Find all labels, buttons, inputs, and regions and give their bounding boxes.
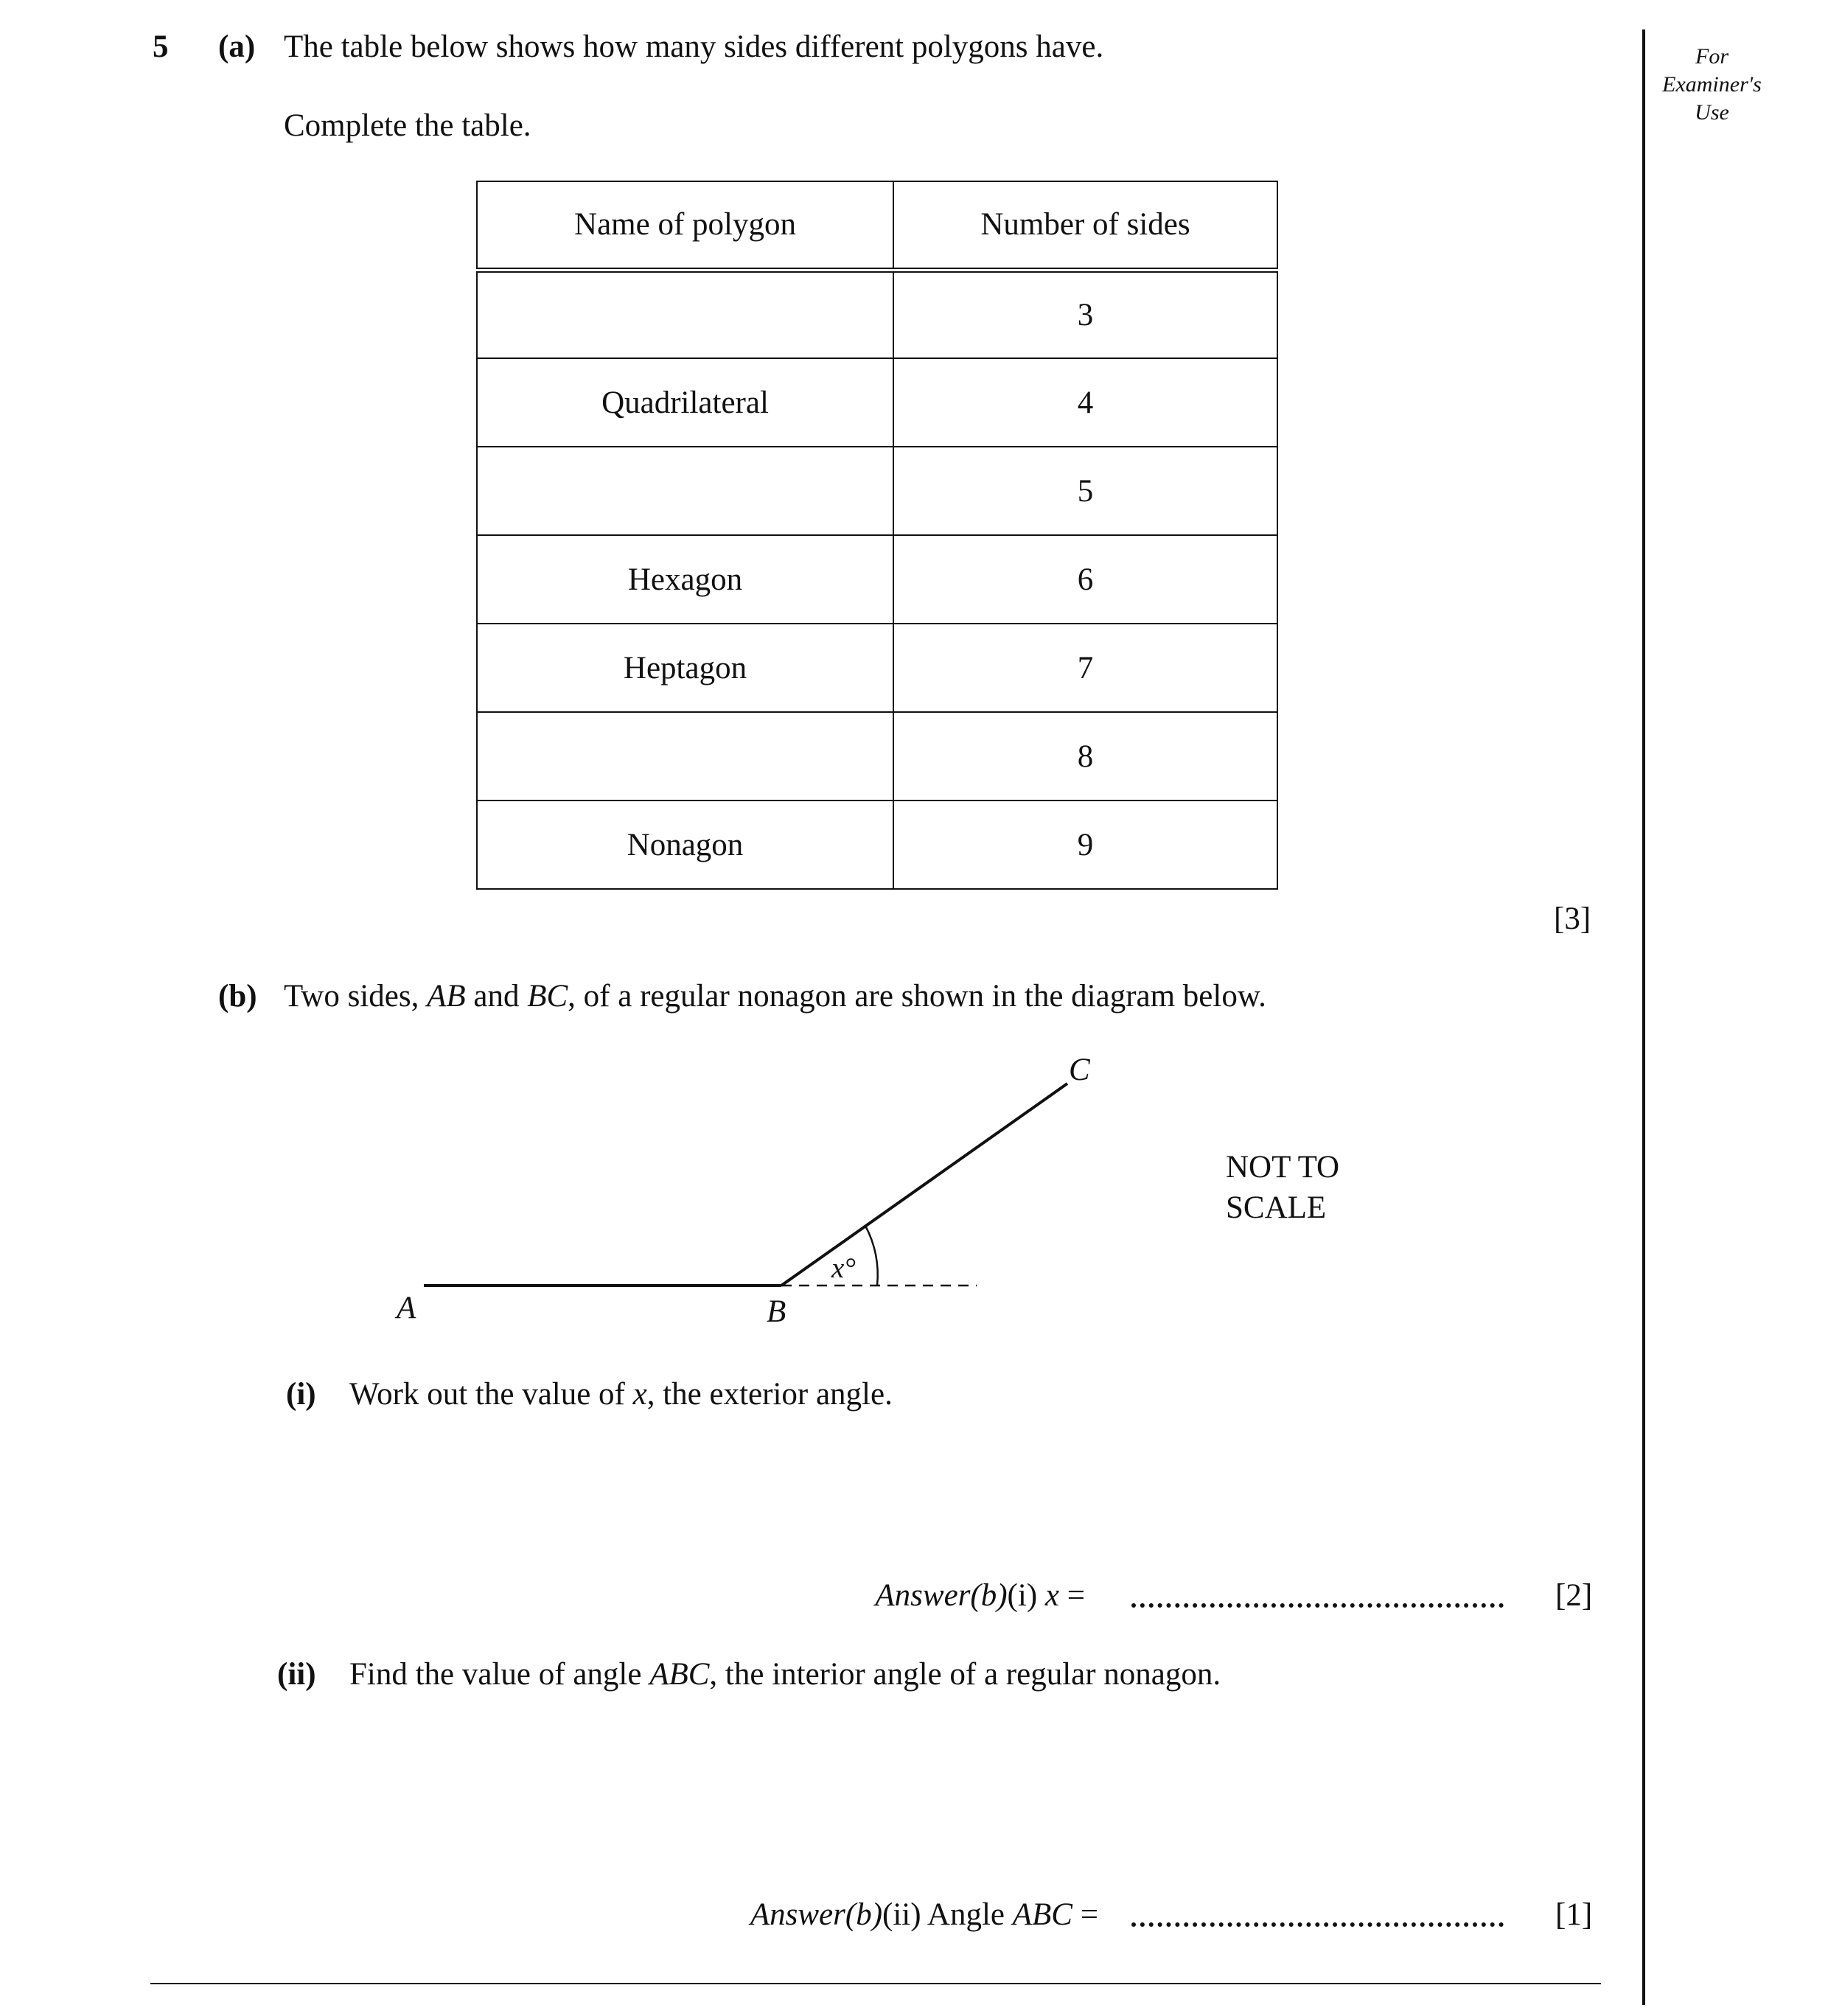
polygon-name-cell: Hexagon <box>477 535 893 624</box>
sides-cell: 9 <box>893 801 1277 889</box>
polygon-name-cell: Nonagon <box>477 801 893 889</box>
examiner-use-line-1: For <box>1695 44 1728 69</box>
answer-b-i-eq: = <box>1058 1578 1085 1613</box>
sub-i-text-1: Work out the value of <box>349 1377 633 1412</box>
answer-b-ii-suffix: (ii) Angle <box>882 1897 1013 1932</box>
sub-i-text-2: , the exterior angle. <box>646 1377 893 1412</box>
question-number: 5 <box>153 29 169 64</box>
sides-cell: 4 <box>893 358 1277 447</box>
not-to-scale-line-1: NOT TO <box>1226 1150 1340 1185</box>
sub-i-x: x <box>632 1377 647 1412</box>
part-b-label: (b) <box>218 979 257 1014</box>
not-to-scale-line-2: SCALE <box>1226 1190 1327 1225</box>
sides-cell: 5 <box>893 447 1277 535</box>
answer-b-ii-eq: = <box>1072 1897 1098 1932</box>
side-bc-line <box>781 1084 1067 1286</box>
part-a-label: (a) <box>218 29 256 64</box>
side-ab-label: AB <box>427 979 466 1014</box>
sub-ii-label: (ii) <box>277 1657 316 1692</box>
sub-i-text <box>349 1378 893 1410</box>
answer-b-i-label <box>875 1580 1085 1611</box>
polygon-name-cell: Heptagon <box>477 624 893 712</box>
answer-b-i-prefix: Answer(b) <box>875 1578 1008 1613</box>
examiner-use-line-3: Use <box>1695 100 1729 125</box>
sides-cell: 3 <box>893 270 1277 358</box>
point-b-label: B <box>767 1294 786 1329</box>
examiner-use-line-2: Examiner's <box>1662 72 1762 97</box>
answer-b-ii-prefix: Answer(b) <box>750 1897 883 1932</box>
sides-cell: 8 <box>893 712 1277 801</box>
sides-cell: 6 <box>893 535 1277 624</box>
sub-ii-text-2: , the interior angle of a regular nonagon. <box>709 1657 1221 1692</box>
exterior-angle-arc <box>865 1226 878 1286</box>
sub-ii-abc: ABC <box>649 1657 710 1692</box>
sub-i-label: (i) <box>286 1377 316 1412</box>
answer-b-i-var: x <box>1044 1578 1059 1613</box>
header-name-of-polygon: Name of polygon <box>477 181 893 270</box>
point-a-label: A <box>397 1291 416 1325</box>
answer-b-ii-label <box>750 1899 1098 1930</box>
polygon-name-cell: Quadrilateral <box>477 358 893 447</box>
sides-cell: 7 <box>893 624 1277 712</box>
sub-i-marks: [2] <box>1555 1578 1593 1613</box>
sub-ii-text <box>349 1659 1221 1690</box>
point-c-label: C <box>1069 1053 1090 1087</box>
bottom-rule <box>150 1983 1601 1984</box>
angle-x-label: x° <box>831 1252 856 1284</box>
answer-b-ii-dotted-line[interactable] <box>1131 1922 1504 1927</box>
answer-b-ii-var: ABC <box>1012 1897 1072 1932</box>
part-a-marks: [3] <box>1554 901 1591 936</box>
part-a-instruction: Complete the table. <box>284 108 531 143</box>
sub-ii-text-1: Find the value of angle <box>349 1657 650 1692</box>
side-bc-label: BC <box>527 979 568 1014</box>
part-b-text-2: and <box>465 979 528 1014</box>
part-b-text-1: Two sides, <box>284 979 428 1014</box>
answer-b-i-suffix: (i) <box>1007 1578 1045 1613</box>
header-number-of-sides: Number of sides <box>893 181 1277 270</box>
part-a-text: The table below shows how many sides different polygons have. <box>284 29 1104 64</box>
answer-b-i-dotted-line[interactable] <box>1131 1603 1504 1608</box>
sub-ii-marks: [1] <box>1555 1897 1593 1932</box>
part-b-text-3: , of a regular nonagon are shown in the diagram below. <box>568 979 1266 1014</box>
